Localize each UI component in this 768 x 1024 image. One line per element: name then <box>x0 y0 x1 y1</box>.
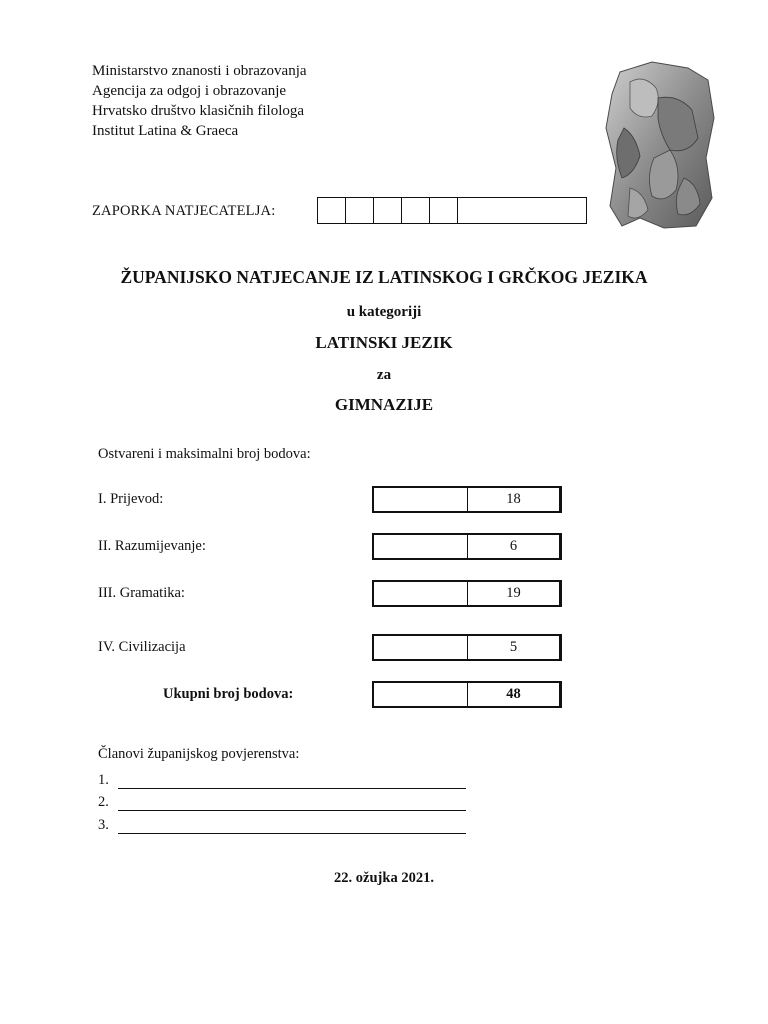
score-box-grammar <box>372 580 562 607</box>
zaporka-digit-cell[interactable] <box>374 198 402 223</box>
max-points: 18 <box>506 491 521 507</box>
max-points: 6 <box>509 538 518 554</box>
member-number: 2. <box>98 794 109 810</box>
section-label-translation: I. Prijevod: <box>98 491 164 507</box>
score-box-comprehension <box>372 533 562 560</box>
school-type-title: GIMNAZIJE <box>334 395 434 414</box>
max-points: 5 <box>509 639 518 655</box>
committee-member-row <box>98 791 466 811</box>
committee-member-row <box>98 769 466 789</box>
zaporka-digit-cell[interactable] <box>346 198 374 223</box>
achieved-points-field[interactable] <box>374 535 468 558</box>
for-label: za <box>376 367 392 383</box>
organization-line-2: Agencija za odgoj i obrazovanje <box>92 83 287 99</box>
organization-line-4: Institut Latina & Graeca <box>92 123 239 139</box>
committee-title: Članovi županijskog povjerenstva: <box>98 746 300 762</box>
score-box-total <box>372 681 562 708</box>
achieved-points-field[interactable] <box>374 488 468 511</box>
achieved-points-field[interactable] <box>374 636 468 659</box>
zaporka-digit-cell[interactable] <box>318 198 346 223</box>
max-points: 19 <box>506 585 521 601</box>
zaporka-label: ZAPORKA NATJECATELJA: <box>92 203 276 219</box>
committee-member-row <box>98 814 466 834</box>
zaporka-word-cell[interactable] <box>458 198 586 223</box>
signature-line[interactable] <box>118 815 466 834</box>
max-total-points: 48 <box>506 686 521 702</box>
section-label-grammar: III. Gramatika: <box>98 585 185 601</box>
score-box-translation <box>372 486 562 513</box>
zaporka-digit-cell[interactable] <box>430 198 458 223</box>
section-label-comprehension: II. Razumijevanje: <box>98 538 206 554</box>
section-label-civilization: IV. Civilizacija <box>98 639 186 655</box>
achieved-points-field[interactable] <box>374 582 468 605</box>
achieved-total-field[interactable] <box>374 683 468 706</box>
zaporka-code-field[interactable] <box>317 197 587 224</box>
date: 22. ožujka 2021. <box>334 870 434 886</box>
signature-line[interactable] <box>118 792 466 811</box>
organization-line-1: Ministarstvo znanosti i obrazovanja <box>92 63 307 79</box>
category-intro: u kategoriji <box>346 304 422 320</box>
points-intro: Ostvareni i maksimalni broj bodova: <box>98 446 311 462</box>
member-number: 3. <box>98 817 109 833</box>
total-points-label: Ukupni broj bodova: <box>163 686 294 702</box>
relief-fragment-image <box>600 58 718 230</box>
score-box-civilization <box>372 634 562 661</box>
zaporka-digit-cell[interactable] <box>402 198 430 223</box>
category-title: LATINSKI JEZIK <box>315 333 453 352</box>
organization-line-3: Hrvatsko društvo klasičnih filologa <box>92 103 305 119</box>
member-number: 1. <box>98 772 109 788</box>
competition-title: ŽUPANIJSKO NATJECANJE IZ LATINSKOG I GRČKOG JEZIKA <box>120 267 648 287</box>
signature-line[interactable] <box>118 770 466 789</box>
